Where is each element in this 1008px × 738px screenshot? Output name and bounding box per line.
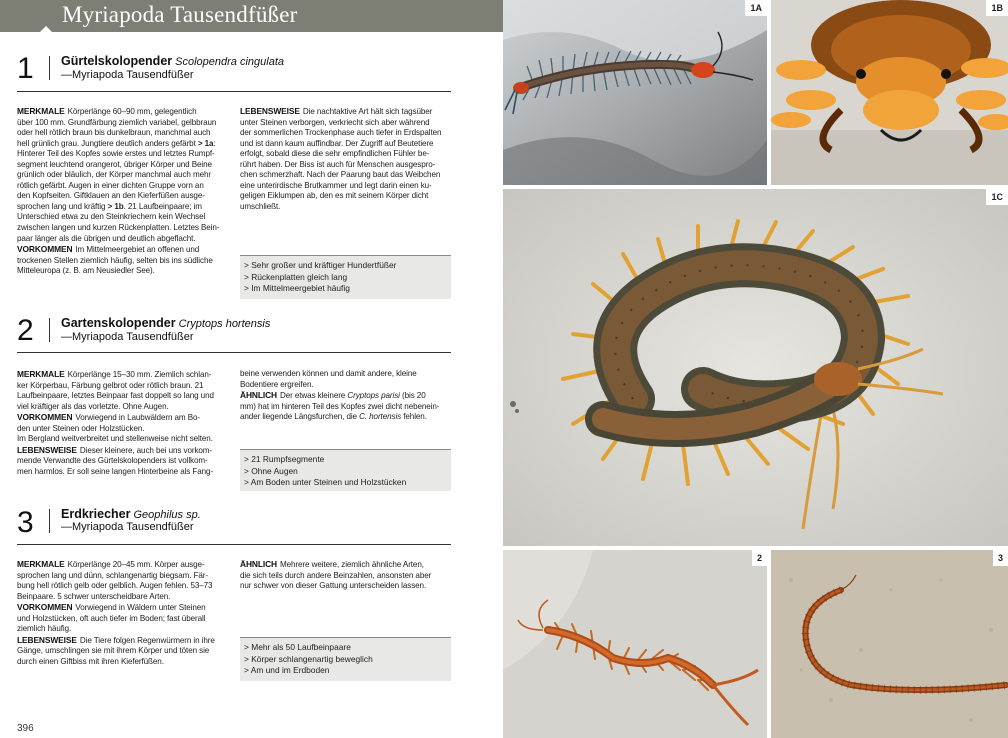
text-line: den Kopfseiten. Giftklauen an den Kieferfüßen ausge- — [17, 191, 205, 201]
photo-label: 1C — [986, 189, 1008, 205]
section-label: LEBENSWEISE — [240, 106, 300, 116]
text-line: LEBENSWEISE Die nachtaktive Art hält sich tagsüber — [240, 106, 433, 116]
text-line: rührt haben. Der Biss ist auch für Menschen ausgespro- — [240, 159, 436, 169]
text-line: und ist dann kaum auffindbar. Der Zugriff auf Beutetiere — [240, 138, 434, 148]
text-line: zwischen langen und kurzen Rückenplatten. Letztes Bein- — [17, 223, 220, 233]
photo-1b — [771, 0, 1008, 185]
text-line: bung hell rötlich gelb oder gelblich. Augen fehlen. 53–73 — [17, 581, 213, 591]
section-label: LEBENSWEISE — [17, 444, 77, 455]
text-column-right — [240, 106, 452, 212]
text-line: paar länger als die übrigen und deutlich abgeflacht. — [17, 233, 196, 243]
text-line: Unterschied etwa zu den Steinkriechern kein Wechsel — [17, 212, 206, 222]
text-line: ÄHNLICH Der etwas kleinere Cryptops parisi (bis 20 — [240, 390, 426, 401]
text-line: trockenen Stellen ziemlich häufig, selten bis ins südliche — [17, 255, 213, 265]
keyfact-item: > Körper schlangenartig beweglich — [244, 653, 373, 664]
text-line: Beinpaare. 5 schwer unterscheidbare Arten. — [17, 591, 171, 601]
entry-divider — [49, 509, 50, 533]
text-line: VORKOMMEN Vorwiegend in Wäldern unter Steinen — [17, 602, 206, 613]
keyfacts-box — [240, 637, 451, 681]
section-label: LEBENSWEISE — [17, 634, 77, 645]
text-line: oder hell rötlich braun bis dunkelbraun, manchmal auch — [17, 128, 211, 138]
text-line: ker Körperbau, Färbung gelbrot oder rötlich braun. 21 — [17, 380, 204, 390]
text-line: unter Steinen verborgen, verkriecht sich aber während — [240, 117, 430, 127]
scientific-name: Cryptops hortensis — [178, 318, 271, 330]
entry-rule — [17, 352, 451, 353]
text-line: rötlich gefärbt. Augen in einer dichten Gruppe vorn an — [17, 180, 204, 190]
text-line: mm) hat im hinteren Teil des Kopfes zwei dicht nebenein- — [240, 401, 440, 411]
photo-label: 3 — [993, 550, 1008, 566]
text-line: eine unterirdische Brutkammer und legt darin einen ku- — [240, 180, 432, 190]
page-number: 396 — [17, 723, 34, 734]
text-line: mende Verwandte des Gürtelskolopenders ist vollkom- — [17, 456, 208, 466]
section-label: ÄHNLICH — [240, 559, 277, 569]
photo-label: 1B — [986, 0, 1008, 16]
text-column-left — [17, 106, 233, 277]
keyfact-item: > Sehr großer und kräftiger Hundertfüßer — [244, 260, 397, 270]
section-label: VORKOMMEN — [17, 602, 73, 613]
text-line: LEBENSWEISE Die Tiere folgen Regenwürmern in ihre — [17, 634, 215, 645]
keyfact-item: > Am und im Erdboden — [244, 665, 330, 675]
entry-rule — [17, 91, 451, 92]
section-label: MERKMALE — [17, 559, 65, 569]
header-notch — [40, 26, 52, 32]
cryptops-image — [503, 550, 767, 738]
text-line: durch einen Giftbiss mit ihren Kieferfüßen. — [17, 656, 164, 666]
species-name: Gürtelskolopender Scolopendra cingulata — [61, 54, 284, 68]
text-page — [0, 0, 503, 738]
photo-label: 1A — [745, 0, 767, 16]
entry-divider — [49, 56, 50, 80]
keyfacts-box — [240, 255, 451, 299]
keyfact-item: > Ohne Augen — [244, 465, 298, 476]
entry-number: 1 — [17, 52, 34, 85]
section-label: VORKOMMEN — [17, 412, 73, 423]
text-line: MERKMALE Körperlänge 60–90 mm, gelegentlich — [17, 106, 197, 116]
text-line: der sommerlichen Trockenphase auch tiefer in Erdspalten — [240, 128, 442, 138]
text-line: grünlich oder bläulich, der Körper manchmal auch mehr — [17, 170, 211, 180]
text-line: viel kräftiger als das vorletzte. Ohne Augen. — [17, 401, 169, 411]
text-column-right — [240, 559, 452, 592]
scientific-name: Scolopendra cingulata — [175, 56, 284, 68]
text-line: Gänge, umschlingen sie mit ihrem Körper und töten sie — [17, 646, 210, 656]
text-line: nur schwer von dieser Gattung unterscheiden lassen. — [240, 581, 427, 591]
centipede-adult-image — [503, 189, 1008, 546]
text-line: Bodentiere ergreifen. — [240, 379, 314, 389]
text-line: LEBENSWEISE Dieser kleinere, auch bei uns vorkom- — [17, 444, 213, 455]
text-line: chen schmerzhaft. Nach der Paarung baut das Weibchen — [240, 170, 441, 180]
centipede-head-closeup-image — [771, 0, 1008, 185]
text-line: über 100 mm. Grundfärbung ziemlich variabel, gelbbraun — [17, 117, 217, 127]
species-group: —Myriapoda Tausendfüßer — [61, 331, 194, 343]
text-line: Laufbeinpaare, letztes Beinpaar fast doppelt so lang und — [17, 391, 214, 401]
keyfact-item: > Am Boden unter Steinen und Holzstücken — [244, 477, 407, 487]
section-label: MERKMALE — [17, 369, 65, 379]
text-column-left — [17, 559, 233, 667]
text-line: sprochen lang und kräftig > 1b. 21 Laufbeinpaare; im — [17, 201, 202, 211]
species-name: Erdkriecher Geophilus sp. — [61, 507, 201, 521]
text-line: erfolgt, sobald diese die sehr empfindlichen Fühler be- — [240, 149, 430, 159]
header-band — [0, 0, 503, 32]
text-line: segment leuchtend orangerot, übriger Körper und Beine — [17, 159, 212, 169]
text-line: geligen Eiklumpen ab, den es mit seinem Körper dicht — [240, 191, 429, 201]
page-title: Myriapoda Tausendfüßer — [62, 2, 298, 27]
keyfact-item: > 21 Rumpfsegmente — [244, 454, 325, 464]
scientific-name: Geophilus sp. — [133, 509, 201, 521]
text-line: MERKMALE Körperlänge 15–30 mm. Ziemlich schlan- — [17, 369, 212, 379]
geophilus-image — [771, 550, 1008, 738]
keyfact-item: > Im Mittelmeergebiet häufig — [244, 283, 350, 293]
text-line: MERKMALE Körperlänge 20–45 mm. Körper ausge- — [17, 559, 205, 569]
photo-2 — [503, 550, 767, 738]
photo-1a — [503, 0, 767, 185]
photo-3 — [771, 550, 1008, 738]
species-group: —Myriapoda Tausendfüßer — [61, 521, 194, 533]
text-line: VORKOMMEN Vorwiegend in Laubwäldern am Bo- — [17, 412, 200, 423]
text-column-left — [17, 369, 233, 477]
text-line: den unter Steinen oder Holzstücken. — [17, 423, 145, 433]
text-line: ander liegende Längsfurchen, die C. hortensis fehlen. — [240, 412, 427, 422]
text-column-right — [240, 369, 452, 423]
photo-1c — [503, 189, 1008, 546]
species-name: Gartenskolopender Cryptops hortensis — [61, 316, 271, 330]
text-line: VORKOMMEN Im Mittelmeergebiet an offenen und — [17, 244, 200, 255]
section-label: VORKOMMEN — [17, 244, 73, 255]
entry-rule — [17, 544, 451, 545]
text-line: Im Bergland weitverbreitet und stellenweise nicht selten. — [17, 434, 213, 444]
keyfact-item: > Rückenplatten gleich lang — [244, 271, 348, 282]
species-group: —Myriapoda Tausendfüßer — [61, 69, 194, 81]
text-line: ziemlich häufig. — [17, 624, 72, 634]
keyfact-item: > Mehr als 50 Laufbeinpaare — [244, 642, 351, 652]
centipede-juvenile-image — [503, 0, 767, 185]
entry-number: 3 — [17, 506, 34, 539]
text-line: Mitteleuropa (z. B. am Neusiedler See). — [17, 266, 155, 276]
text-line: die sich teils durch andere Beinzahlen, ansonsten aber — [240, 570, 432, 580]
text-line: men harmlos. Er soll seine langen Hinterbeine als Fang- — [17, 466, 214, 476]
text-line: und Holzstücken, oft auch tiefer im Boden; fast überall — [17, 613, 206, 623]
text-line: sprochen lang und dünn, schlangenartig biegsam. Fär- — [17, 570, 208, 580]
text-line: Hinterer Teil des Kopfes sowie erstes und letztes Rumpf- — [17, 149, 215, 159]
photo-label: 2 — [752, 550, 767, 566]
keyfacts-box — [240, 449, 451, 491]
section-label: MERKMALE — [17, 106, 65, 116]
entry-number: 2 — [17, 314, 34, 347]
section-label: ÄHNLICH — [240, 390, 277, 401]
text-line: ÄHNLICH Mehrere weitere, ziemlich ähnliche Arten, — [240, 559, 424, 569]
text-line: umschließt. — [240, 201, 281, 211]
text-line: beine verwenden können und damit andere, kleine — [240, 369, 417, 378]
text-line: hell grünlich grau. Jungtiere deutlich anders gefärbt > 1a: — [17, 138, 216, 148]
entry-divider — [49, 318, 50, 342]
